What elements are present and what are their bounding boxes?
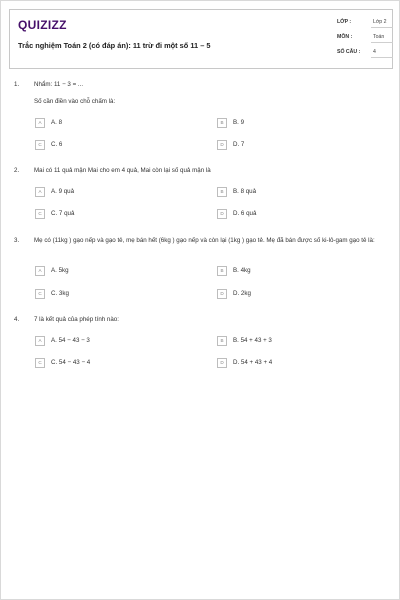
question-text: Nhẩm: 11 − 3 = ... bbox=[34, 81, 84, 88]
subject-value: Toán bbox=[371, 34, 393, 43]
question-count-label: SỐ CÂU : bbox=[337, 49, 361, 55]
option-b-checkbox[interactable]: B bbox=[217, 187, 227, 197]
option-c-text: C. 3kg bbox=[51, 290, 69, 297]
option-c-checkbox[interactable]: C bbox=[35, 358, 45, 368]
option-d-text: D. 7 bbox=[233, 141, 245, 148]
option-d-checkbox[interactable]: D bbox=[217, 289, 227, 299]
option-a-text: A. 8 bbox=[51, 119, 63, 126]
question-number: 4. bbox=[14, 316, 20, 323]
option-a-text: A. 5kg bbox=[51, 267, 69, 274]
option-a-checkbox[interactable]: A bbox=[35, 266, 45, 276]
worksheet-title: Trắc nghiệm Toán 2 (có đáp án): 11 trừ đi một số 11 – 5 bbox=[18, 41, 211, 50]
worksheet-header bbox=[9, 9, 393, 69]
option-b-checkbox[interactable]: B bbox=[217, 336, 227, 346]
option-b-text: B. 8 quả bbox=[233, 188, 257, 195]
option-b-checkbox[interactable]: B bbox=[217, 266, 227, 276]
option-a-checkbox[interactable]: A bbox=[35, 118, 45, 128]
subject-label: MÔN : bbox=[337, 34, 353, 40]
option-c-checkbox[interactable]: C bbox=[35, 289, 45, 299]
grade-label: LỚP : bbox=[337, 19, 352, 25]
question-number: 2. bbox=[14, 167, 20, 174]
option-d-checkbox[interactable]: D bbox=[217, 209, 227, 219]
grade-value: Lớp 2 bbox=[371, 19, 393, 28]
option-a-text: A. 54 − 43 − 3 bbox=[51, 337, 90, 344]
question-number: 1. bbox=[14, 81, 20, 88]
option-d-checkbox[interactable]: D bbox=[217, 358, 227, 368]
option-a-checkbox[interactable]: A bbox=[35, 336, 45, 346]
option-a-text: A. 9 quả bbox=[51, 188, 75, 195]
option-b-checkbox[interactable]: B bbox=[217, 118, 227, 128]
option-c-text: C. 7 quả bbox=[51, 210, 75, 217]
quizizz-logo: QUIZIZZ bbox=[18, 18, 67, 32]
question-subtext: Số cần điền vào chỗ chấm là: bbox=[34, 98, 116, 105]
option-d-text: D. 6 quả bbox=[233, 210, 257, 217]
option-d-text: D. 2kg bbox=[233, 290, 251, 297]
option-c-text: C. 54 − 43 − 4 bbox=[51, 359, 91, 366]
question-text: Mẹ có (11kg ) gạo nếp và gạo tẻ, mẹ bán hết (6kg ) gạo nếp và còn lại (1kg ) gạo tẻ. Mẹ đã bán được số ki-lô-gam gạo tẻ là: bbox=[34, 237, 375, 244]
option-c-text: C. 6 bbox=[51, 141, 63, 148]
option-b-text: B. 9 bbox=[233, 119, 245, 126]
question-count-value: 4 bbox=[371, 49, 393, 58]
question-text: 7 là kết quả của phép tính nào: bbox=[34, 316, 119, 323]
option-b-text: B. 4kg bbox=[233, 267, 251, 274]
option-a-checkbox[interactable]: A bbox=[35, 187, 45, 197]
option-c-checkbox[interactable]: C bbox=[35, 209, 45, 219]
question-number: 3. bbox=[14, 237, 20, 244]
option-c-checkbox[interactable]: C bbox=[35, 140, 45, 150]
option-d-checkbox[interactable]: D bbox=[217, 140, 227, 150]
option-d-text: D. 54 + 43 + 4 bbox=[233, 359, 273, 366]
option-b-text: B. 54 + 43 + 3 bbox=[233, 337, 272, 344]
question-text: Mai có 11 quả mận Mai cho em 4 quả, Mai còn lại số quả mận là bbox=[34, 167, 211, 174]
